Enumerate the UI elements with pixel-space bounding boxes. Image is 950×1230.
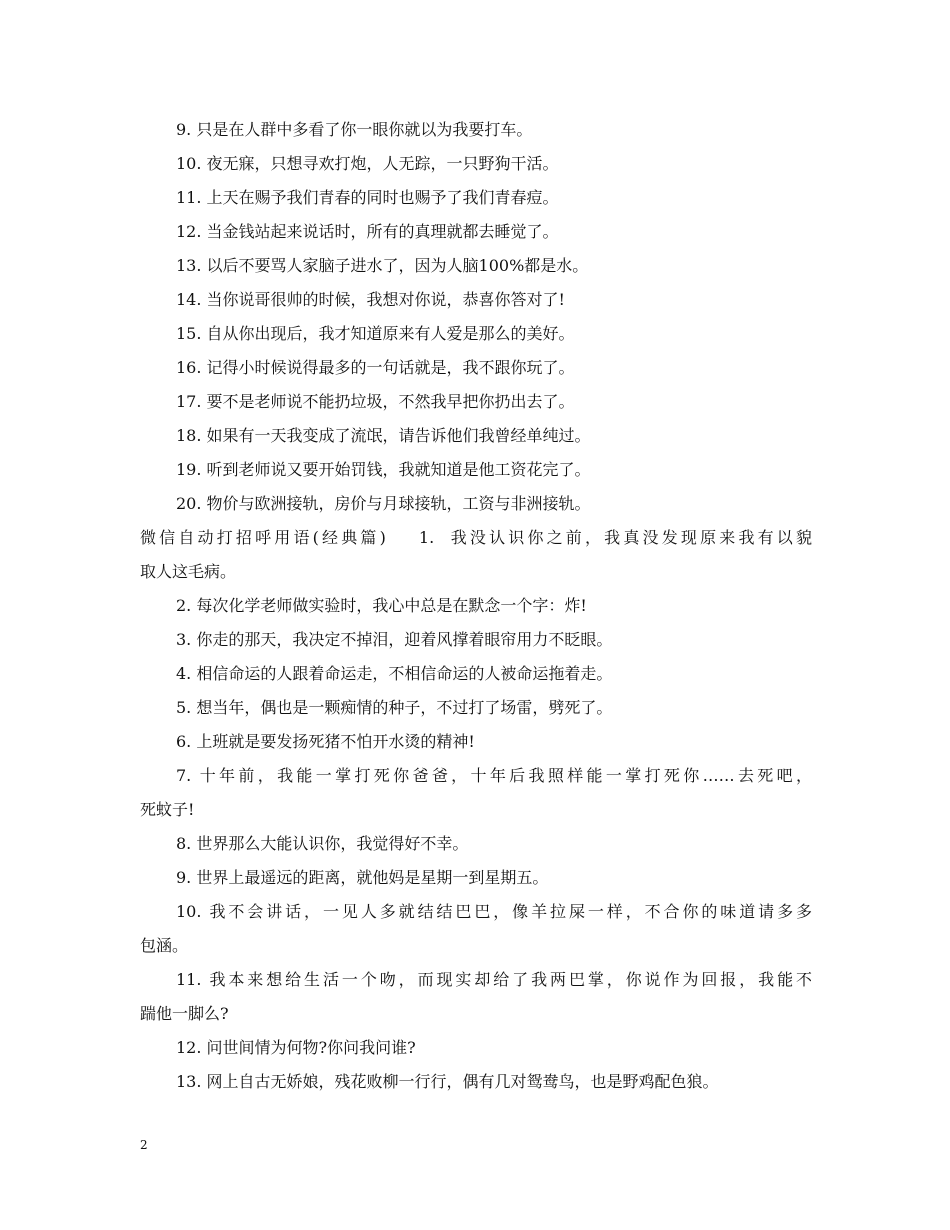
text-line: 5. 想当年，偶也是一颗痴情的种子，不过打了场雷，劈死了。 xyxy=(176,698,613,717)
text-line: 3. 你走的那天，我决定不掉泪，迎着风撑着眼帘用力不眨眼。 xyxy=(176,630,613,649)
section-heading-line: 微信自动打招呼用语(经典篇) 1. 我没认识你之前，我真没发现原来我有以貌 xyxy=(140,528,812,547)
text-line: 9. 只是在人群中多看了你一眼你就以为我要打车。 xyxy=(176,120,533,139)
text-line: 19. 听到老师说又要开始罚钱，我就知道是他工资花完了。 xyxy=(176,460,591,479)
text-line: 10. 我不会讲话，一见人多就结结巴巴，像羊拉屎一样，不合你的味道请多多 xyxy=(176,902,812,921)
text-line: 16. 记得小时候说得最多的一句话就是，我不跟你玩了。 xyxy=(176,358,575,377)
text-line: 9. 世界上最遥远的距离，就他妈是星期一到星期五。 xyxy=(176,868,549,887)
text-line: 死蚊子! xyxy=(140,800,195,819)
text-line: 17. 要不是老师说不能扔垃圾，不然我早把你扔出去了。 xyxy=(176,392,575,411)
text-line: 踹他一脚么? xyxy=(140,1004,229,1023)
text-line: 11. 我本来想给生活一个吻，而现实却给了我两巴掌，你说作为回报，我能不 xyxy=(176,970,812,989)
text-line: 取人这毛病。 xyxy=(140,562,237,581)
text-line: 7. 十年前，我能一掌打死你爸爸，十年后我照样能一掌打死你……去死吧， xyxy=(176,766,812,785)
text-line: 14. 当你说哥很帅的时候，我想对你说，恭喜你答对了! xyxy=(176,290,565,309)
text-line: 2. 每次化学老师做实验时，我心中总是在默念一个字：炸! xyxy=(176,596,587,615)
text-line: 12. 问世间情为何物?你问我问谁? xyxy=(176,1038,416,1057)
text-line: 6. 上班就是要发扬死猪不怕开水烫的精神! xyxy=(176,732,475,751)
text-line: 4. 相信命运的人跟着命运走，不相信命运的人被命运拖着走。 xyxy=(176,664,613,683)
text-line: 11. 上天在赐予我们青春的同时也赐予了我们青春痘。 xyxy=(176,188,559,207)
text-line: 10. 夜无寐，只想寻欢打炮，人无踪，一只野狗干活。 xyxy=(176,154,559,173)
page-number: 2 xyxy=(140,1138,148,1152)
text-line: 18. 如果有一天我变成了流氓，请告诉他们我曾经单纯过。 xyxy=(176,426,591,445)
text-line: 8. 世界那么大能认识你，我觉得好不幸。 xyxy=(176,834,469,853)
text-line: 15. 自从你出现后，我才知道原来有人爱是那么的美好。 xyxy=(176,324,575,343)
text-line: 12. 当金钱站起来说话时，所有的真理就都去睡觉了。 xyxy=(176,222,559,241)
text-line: 13. 以后不要骂人家脑子进水了，因为人脑100%都是水。 xyxy=(176,256,589,275)
text-line: 13. 网上自古无娇娘，残花败柳一行行，偶有几对鸳鸯鸟，也是野鸡配色狼。 xyxy=(176,1072,719,1091)
text-line: 包涵。 xyxy=(140,936,189,955)
text-line: 20. 物价与欧洲接轨，房价与月球接轨，工资与非洲接轨。 xyxy=(176,494,591,513)
